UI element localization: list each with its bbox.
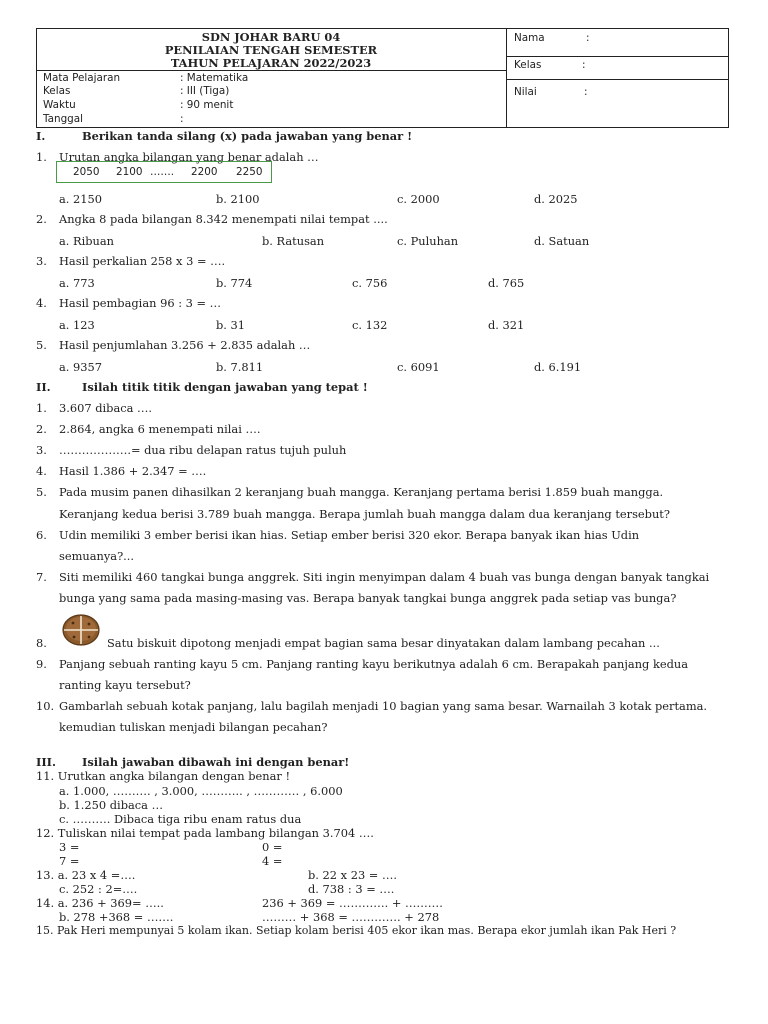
sequence-item: 2100 bbox=[116, 166, 143, 178]
sequence-item: ……. bbox=[150, 166, 175, 178]
section2-number: II. bbox=[36, 380, 51, 394]
field-value-date: : bbox=[180, 113, 184, 125]
s2-line-text: Pada musim panen dihasilkan 2 keranjang buah mangga. Keranjang pertama berisi 1.859 buah mangga. bbox=[59, 485, 664, 499]
q4-text: Hasil pembagian 96 : 3 = … bbox=[59, 296, 222, 310]
s2-line-text: Hasil 1.386 + 2.347 = …. bbox=[59, 464, 207, 478]
s2-line-text: ……………….= dua ribu delapan ratus tujuh puluh bbox=[59, 443, 347, 457]
q5-option-b[interactable]: b. 7.811 bbox=[216, 360, 264, 374]
field-value-score[interactable]: : bbox=[584, 86, 588, 98]
field-value-time: : 90 menit bbox=[180, 99, 234, 111]
q5-option-c[interactable]: c. 6091 bbox=[397, 360, 440, 374]
field-value-subject: : Matematika bbox=[180, 72, 249, 84]
q3-text: Hasil perkalian 258 x 3 = …. bbox=[59, 254, 226, 268]
field-label-score: Nilai bbox=[514, 86, 537, 98]
exam-title: PENILAIAN TENGAH SEMESTER bbox=[164, 43, 378, 57]
q2-option-b[interactable]: b. Ratusan bbox=[262, 234, 325, 248]
s2-line-text: ranting kayu tersebut? bbox=[59, 678, 191, 692]
school-name: SDN JOHAR BARU 04 bbox=[201, 30, 341, 44]
field-label-time: Waktu bbox=[43, 99, 76, 111]
s2-line-number: 4. bbox=[36, 464, 47, 478]
s3-line-text: a. 1.000, ………. , 3.000, ……….. , ………… , 6.000 bbox=[59, 784, 343, 798]
q3-option-c[interactable]: c. 756 bbox=[352, 276, 388, 290]
s3-line-text: b. 278 +368 = ……. bbox=[59, 910, 174, 924]
field-label-class-right: Kelas bbox=[514, 59, 542, 71]
section1-number: I. bbox=[36, 129, 46, 143]
s2-line-text: kemudian tuliskan menjadi bilangan pecahan? bbox=[59, 720, 328, 734]
s3-line-text: b. 1.250 dibaca … bbox=[59, 798, 163, 812]
academic-year: TAHUN PELAJARAN 2022/2023 bbox=[170, 56, 372, 70]
s2-line-text: bunga yang sama pada masing-masing vas. Berapa banyak tangkai bunga anggrek pada setiap vas bunga? bbox=[59, 591, 677, 605]
s3-line-text: 11. Urutkan angka bilangan dengan benar ! bbox=[36, 769, 291, 783]
s3-line-text-col2: 0 = bbox=[262, 840, 283, 854]
q5-option-a[interactable]: a. 9357 bbox=[59, 360, 103, 374]
q5-number: 5. bbox=[36, 338, 47, 352]
s3-line-text-col2: ……… + 368 = …………. + 278 bbox=[262, 910, 440, 924]
s2-line-text: Gambarlah sebuah kotak panjang, lalu bagilah menjadi 10 bagian yang sama besar. Warnailah 3 kotak pertama. bbox=[59, 699, 708, 713]
field-label-class: Kelas bbox=[43, 85, 71, 97]
section3-number: III. bbox=[36, 755, 56, 769]
s2-line-number: 7. bbox=[36, 570, 47, 584]
section1-title: Berikan tanda silang (x) pada jawaban yang benar ! bbox=[82, 129, 413, 143]
s3-line-text-col2: b. 22 x 23 = …. bbox=[308, 868, 397, 882]
s3-line-text: c. 252 : 2=…. bbox=[59, 882, 138, 896]
s2-line-number: 3. bbox=[36, 443, 47, 457]
field-value-name[interactable]: : bbox=[586, 32, 590, 44]
field-label-date: Tanggal bbox=[43, 113, 84, 125]
s2-line-text: Keranjang kedua berisi 3.789 buah mangga. Berapa jumlah buah mangga dalam dua keranjang tersebut? bbox=[59, 507, 670, 521]
sequence-item: 2050 bbox=[73, 166, 100, 178]
q1-option-d[interactable]: d. 2025 bbox=[534, 192, 578, 206]
q5-text: Hasil penjumlahan 3.256 + 2.835 adalah … bbox=[59, 338, 311, 352]
s3-line-text: c. ………. Dibaca tiga ribu enam ratus dua bbox=[59, 812, 302, 826]
field-label-name: Nama bbox=[514, 32, 545, 44]
field-label-subject: Mata Pelajaran bbox=[43, 72, 121, 84]
q4-number: 4. bbox=[36, 296, 47, 310]
s3-line-text: 3 = bbox=[59, 840, 80, 854]
q3-option-b[interactable]: b. 774 bbox=[216, 276, 253, 290]
section2-title: Isilah titik titik dengan jawaban yang tepat ! bbox=[82, 380, 368, 394]
s3-line-text-col2: d. 738 : 3 = …. bbox=[308, 882, 395, 896]
q4-option-d[interactable]: d. 321 bbox=[488, 318, 525, 332]
q4-option-b[interactable]: b. 31 bbox=[216, 318, 246, 332]
s2-line-number: 5. bbox=[36, 485, 47, 499]
s2-line-text: Siti memiliki 460 tangkai bunga anggrek. Siti ingin menyimpan dalam 4 buah vas bunga dengan banyak tangkai bbox=[59, 570, 710, 584]
s3-line-text: 15. Pak Heri mempunyai 5 kolam ikan. Setiap kolam berisi 405 ekor ikan mas. Berapa ekor jumlah ikan Pak Heri ? bbox=[36, 924, 677, 937]
sequence-item: 2200 bbox=[191, 166, 218, 178]
q5-option-d[interactable]: d. 6.191 bbox=[534, 360, 582, 374]
s2-line-text: 3.607 dibaca …. bbox=[59, 401, 153, 415]
s3-line-text: 14. a. 236 + 369= ….. bbox=[36, 896, 164, 910]
field-value-class-right[interactable]: : bbox=[582, 59, 586, 71]
s2-line-number: 8. bbox=[36, 636, 47, 650]
s3-line-text: 12. Tuliskan nilai tempat pada lambang bilangan 3.704 …. bbox=[36, 826, 374, 840]
s3-line-text: 13. a. 23 x 4 =…. bbox=[36, 868, 136, 882]
field-value-class: : III (Tiga) bbox=[180, 85, 230, 97]
s3-line-text-col2: 236 + 369 = …………. + ………. bbox=[262, 896, 443, 910]
s2-line-text: semuanya?... bbox=[59, 549, 135, 563]
s2-line-text: Satu biskuit dipotong menjadi empat bagian sama besar dinyatakan dalam lambang pecahan ... bbox=[107, 636, 660, 650]
q1-option-b[interactable]: b. 2100 bbox=[216, 192, 260, 206]
q4-option-c[interactable]: c. 132 bbox=[352, 318, 388, 332]
q1-text: Urutan angka bilangan yang benar adalah … bbox=[59, 150, 319, 164]
q2-number: 2. bbox=[36, 212, 47, 226]
sequence-item: 2250 bbox=[236, 166, 263, 178]
q3-number: 3. bbox=[36, 254, 47, 268]
q1-option-a[interactable]: a. 2150 bbox=[59, 192, 103, 206]
s2-line-number: 2. bbox=[36, 422, 47, 436]
s3-line-text: 7 = bbox=[59, 854, 80, 868]
s2-line-number: 1. bbox=[36, 401, 47, 415]
s2-line-number: 6. bbox=[36, 528, 47, 542]
s2-line-number: 10. bbox=[36, 699, 55, 713]
q2-text: Angka 8 pada bilangan 8.342 menempati nilai tempat .... bbox=[59, 212, 388, 226]
q2-option-a[interactable]: a. Ribuan bbox=[59, 234, 115, 248]
q1-option-c[interactable]: c. 2000 bbox=[397, 192, 440, 206]
q3-option-d[interactable]: d. 765 bbox=[488, 276, 525, 290]
s3-line-text-col2: 4 = bbox=[262, 854, 283, 868]
s2-line-text: 2.864, angka 6 menempati nilai …. bbox=[59, 422, 261, 436]
q3-option-a[interactable]: a. 773 bbox=[59, 276, 95, 290]
s2-line-number: 9. bbox=[36, 657, 47, 671]
q2-option-d[interactable]: d. Satuan bbox=[534, 234, 590, 248]
q1-number: 1. bbox=[36, 150, 47, 164]
biscuit-icon bbox=[62, 614, 100, 646]
section3-title: Isilah jawaban dibawah ini dengan benar! bbox=[82, 755, 350, 769]
q2-option-c[interactable]: c. Puluhan bbox=[397, 234, 459, 248]
s2-line-text: Panjang sebuah ranting kayu 5 cm. Panjang ranting kayu berikutnya adalah 6 cm. Berapakah panjang kedua bbox=[59, 657, 689, 671]
q4-option-a[interactable]: a. 123 bbox=[59, 318, 95, 332]
s2-line-text: Udin memiliki 3 ember berisi ikan hias. Setiap ember berisi 320 ekor. Berapa banyak ikan hias Udin bbox=[59, 528, 640, 542]
